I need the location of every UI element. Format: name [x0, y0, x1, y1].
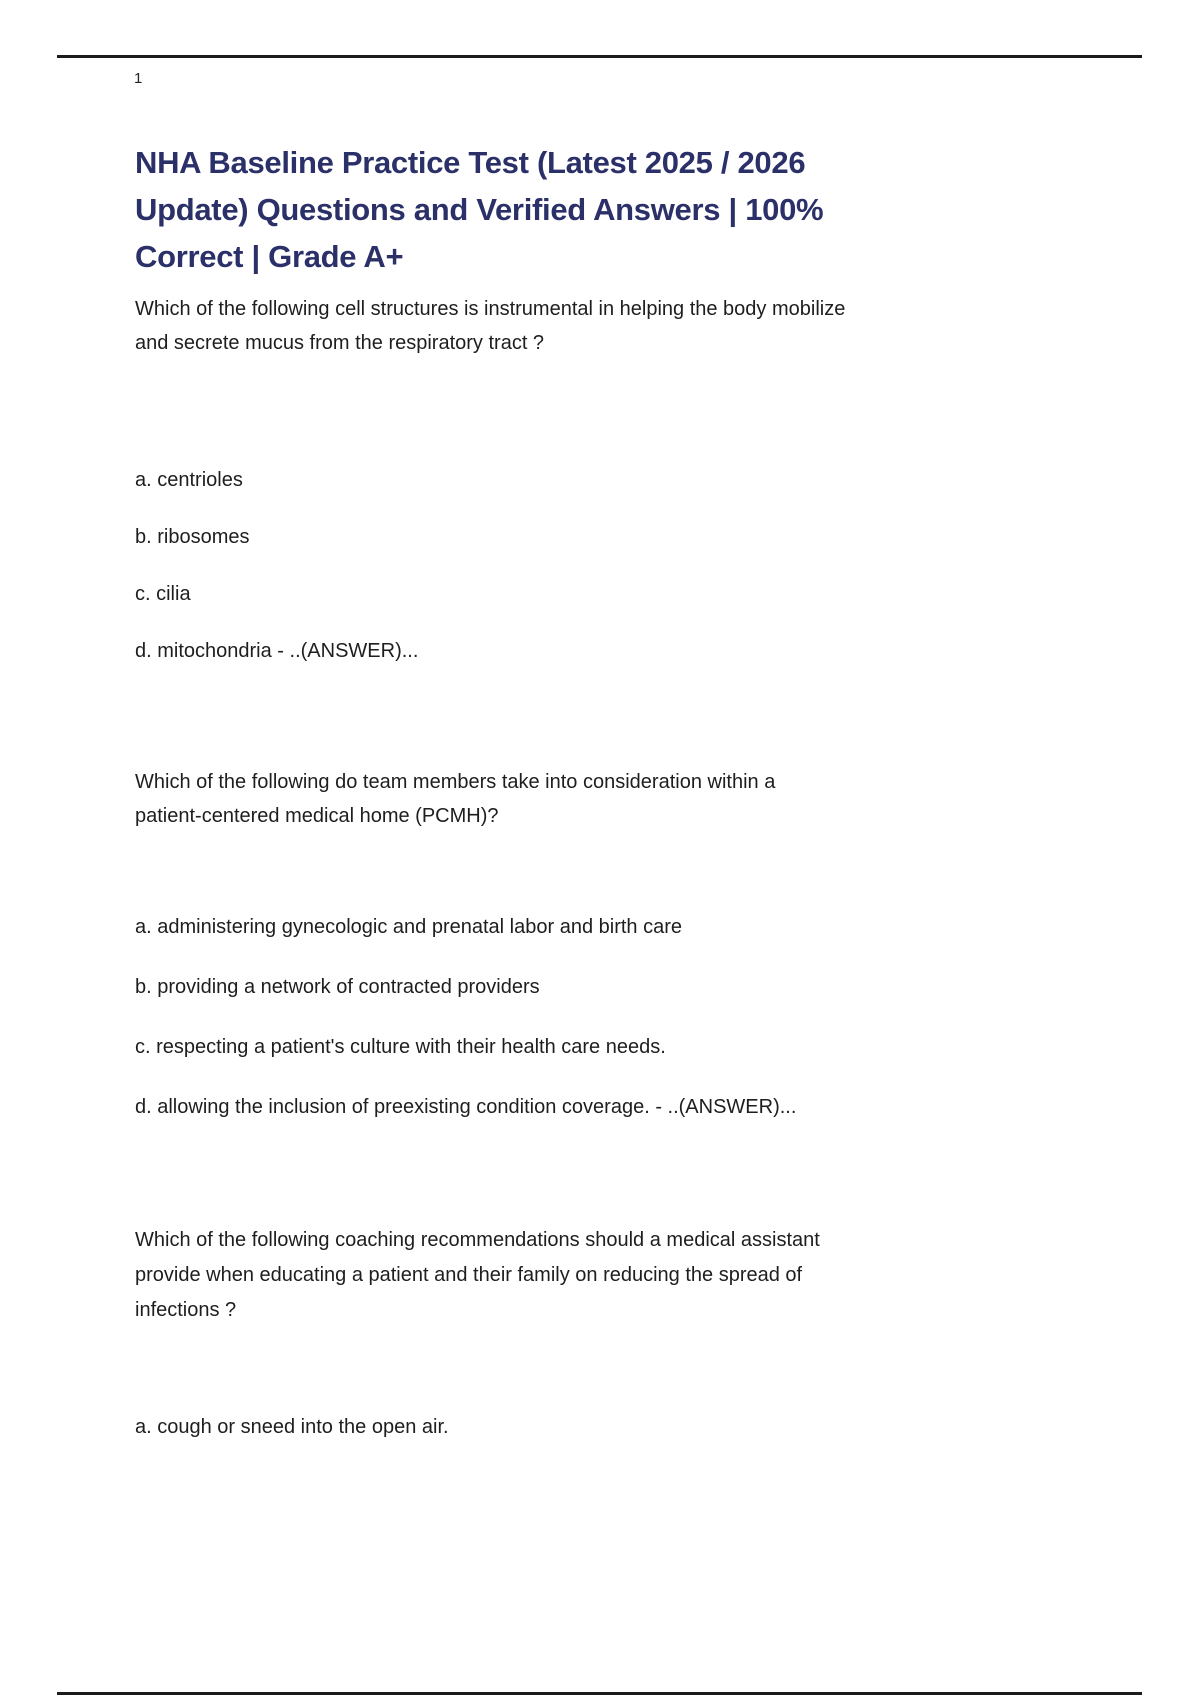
- question-2-line-1: Which of the following do team members take into consideration within a: [135, 771, 776, 793]
- question-1-option-c: c. cilia: [135, 583, 191, 605]
- document-title: [135, 139, 1055, 280]
- question-3-option-a: a. cough or sneed into the open air.: [135, 1416, 449, 1438]
- question-2-option-d-answer: d. allowing the inclusion of preexisting condition coverage. - ..(ANSWER)...: [135, 1096, 797, 1118]
- page-number: 1: [134, 70, 143, 87]
- header-rule: [57, 55, 1142, 58]
- question-1-option-a: a. centrioles: [135, 469, 243, 491]
- question-3-text: [135, 1223, 1035, 1328]
- question-1-text: [135, 292, 1035, 360]
- question-1-line-2: and secrete mucus from the respiratory tract ?: [135, 332, 545, 354]
- question-2-option-c: c. respecting a patient's culture with their health care needs.: [135, 1036, 666, 1058]
- question-3-line-1: Which of the following coaching recommendations should a medical assistant: [135, 1229, 820, 1251]
- question-1-line-1: Which of the following cell structures is instrumental in helping the body mobilize: [135, 298, 846, 320]
- question-3-line-3: infections ?: [135, 1299, 237, 1321]
- title-line-2: Update) Questions and Verified Answers | 100%: [135, 192, 824, 227]
- question-2-line-2: patient-centered medical home (PCMH)?: [135, 805, 499, 827]
- title-line-3: Correct | Grade A+: [135, 239, 404, 274]
- footer-rule: [57, 1692, 1142, 1695]
- question-2-option-a: a. administering gynecologic and prenatal labor and birth care: [135, 916, 683, 938]
- question-1-option-b: b. ribosomes: [135, 526, 250, 548]
- question-3-line-2: provide when educating a patient and their family on reducing the spread of: [135, 1264, 803, 1286]
- question-2-text: [135, 765, 1035, 833]
- title-line-1: NHA Baseline Practice Test (Latest 2025 / 2026: [135, 145, 806, 180]
- question-1-option-d-answer: d. mitochondria - ..(ANSWER)...: [135, 640, 419, 662]
- question-2-option-b: b. providing a network of contracted providers: [135, 976, 540, 998]
